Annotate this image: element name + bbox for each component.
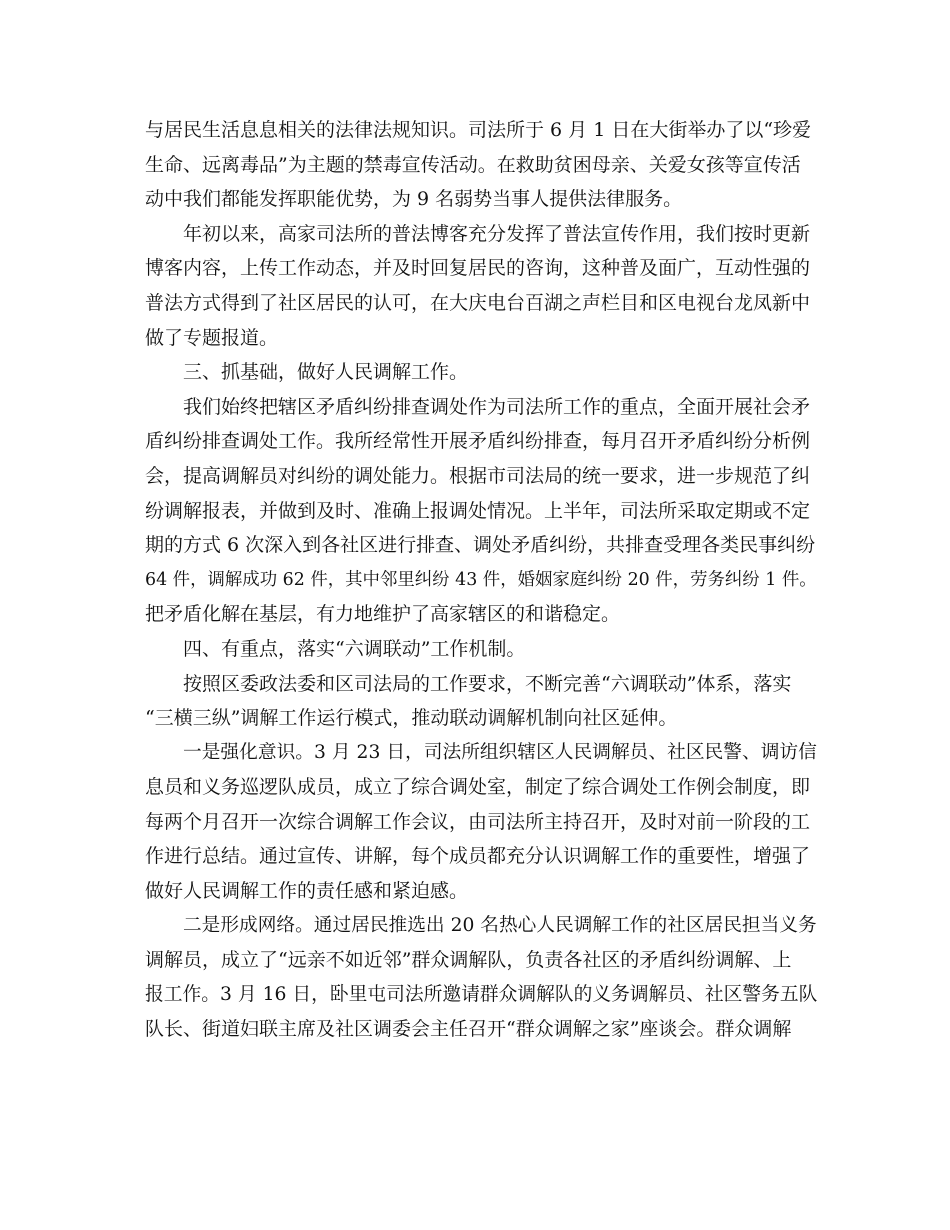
text-line: 64 件，调解成功 62 件，其中邻里纠纷 43 件，婚姻家庭纠纷 20 件，劳务纠纷 1 件。	[145, 569, 817, 590]
text-line: 博客内容，上传工作动态，并及时回复居民的咨询，这种普及面广，互动性强的	[145, 257, 811, 280]
text-line: 我们始终把辖区矛盾纠纷排查调处作为司法所工作的重点，全面开展社会矛	[183, 395, 811, 418]
text-line: 一是强化意识。3 月 23 日，司法所组织辖区人民调解员、社区民警、调访信	[183, 741, 817, 763]
text-line: 动中我们都能发挥职能优势，为 9 名弱势当事人提供法律服务。	[145, 188, 683, 211]
text-line: 按照区委政法委和区司法局的工作要求，不断完善“六调联动”体系，落实	[183, 672, 792, 695]
text-line: 普法方式得到了社区居民的认可，在大庆电台百湖之声栏目和区电视台龙凤新中	[145, 291, 811, 314]
document-body	[145, 113, 817, 1047]
text-line: 做了专题报道。	[145, 326, 279, 349]
text-line: 三、抓基础，做好人民调解工作。	[183, 361, 469, 384]
text-line: 作进行总结。通过宣传、讲解，每个成员都充分认识调解工作的重要性，增强了	[145, 845, 811, 868]
text-line: 每两个月召开一次综合调解工作会议，由司法所主持召开，及时对前一阶段的工	[145, 810, 811, 833]
text-line: 把矛盾化解在基层，有力地维护了高家辖区的和谐稳定。	[145, 603, 621, 626]
text-line: “三横三纵”调解工作运行模式，推动联动调解机制向社区延伸。	[145, 707, 678, 730]
text-line: 二是形成网络。通过居民推选出 20 名热心人民调解工作的社区居民担当义务	[183, 914, 817, 936]
text-line: 调解员，成立了“远亲不如近邻”群众调解队，负责各社区的矛盾纠纷调解、上	[145, 949, 792, 972]
text-line: 生命、远离毒品”为主题的禁毒宣传活动。在救助贫困母亲、关爱女孩等宣传活	[145, 153, 801, 176]
text-line: 会，提高调解员对纠纷的调处能力。根据市司法局的统一要求，进一步规范了纠	[145, 464, 811, 487]
text-line: 做好人民调解工作的责任感和紧迫感。	[145, 880, 469, 903]
text-line: 盾纠纷排查调处工作。我所经常性开展矛盾纠纷排查，每月召开矛盾纠纷分析例	[145, 430, 811, 453]
text-line: 息员和义务巡逻队成员，成立了综合调处室，制定了综合调处工作例会制度，即	[145, 776, 811, 799]
text-line: 与居民生活息息相关的法律法规知识。司法所于 6 月 1 日在大街举办了以“珍爱	[145, 119, 812, 141]
text-line: 年初以来，高家司法所的普法博客充分发挥了普法宣传作用，我们按时更新	[183, 222, 811, 245]
text-line: 纷调解报表，并做到及时、准确上报调处情况。上半年，司法所采取定期或不定	[145, 499, 811, 522]
text-line: 报工作。3 月 16 日，卧里屯司法所邀请群众调解队的义务调解员、社区警务五队	[145, 983, 818, 1005]
text-line: 期的方式 6 次深入到各社区进行排查、调处矛盾纠纷，共排查受理各类民事纠纷	[145, 534, 816, 557]
text-line: 队长、街道妇联主席及社区调委会主任召开“群众调解之家”座谈会。群众调解	[145, 1018, 792, 1041]
text-line: 四、有重点，落实“六调联动”工作机制。	[183, 637, 526, 660]
